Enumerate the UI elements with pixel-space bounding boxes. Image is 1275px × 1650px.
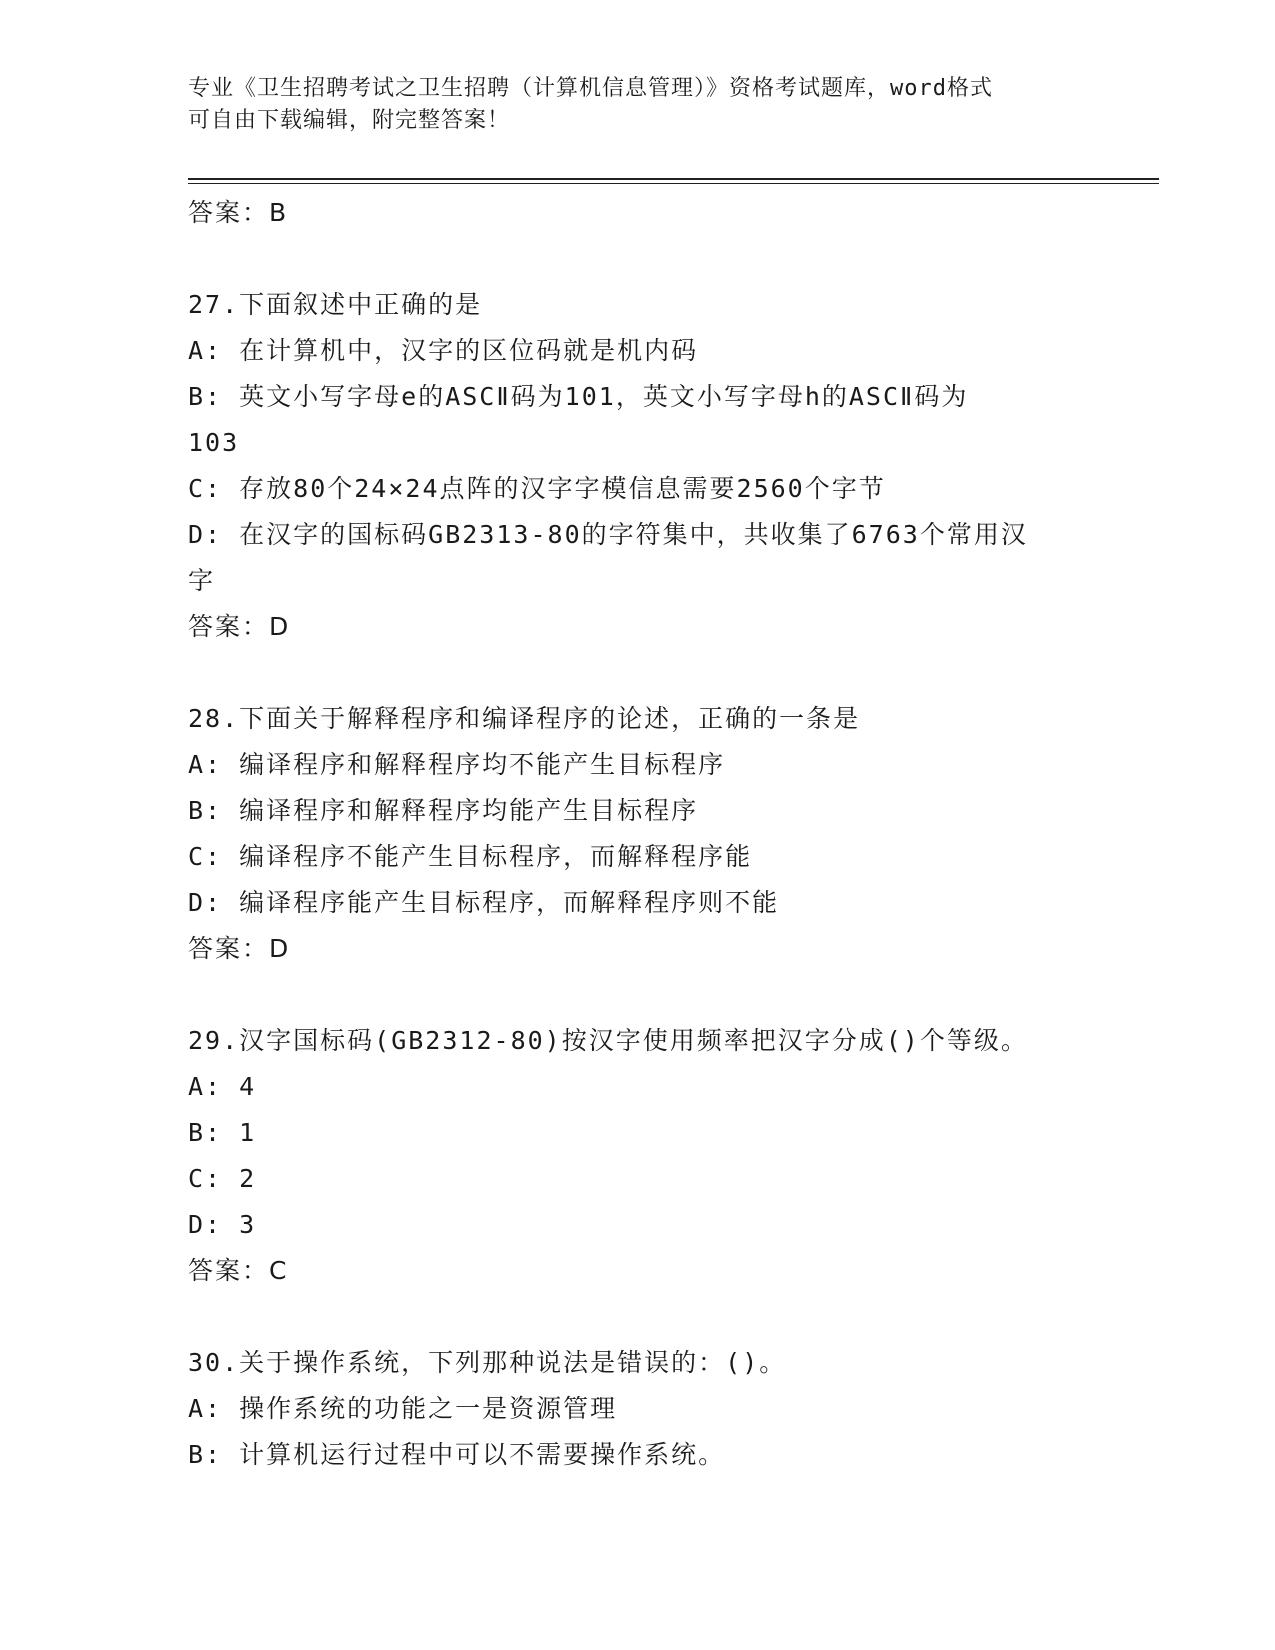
option-a: A: 操作系统的功能之一是资源管理 xyxy=(188,1394,618,1423)
spacer xyxy=(188,972,1088,1018)
spacer xyxy=(188,650,1088,696)
answer: 答案：C xyxy=(188,1256,289,1285)
answer: 答案：D xyxy=(188,934,291,963)
option-d: D: 编译程序能产生目标程序，而解释程序则不能 xyxy=(188,888,780,917)
question-list xyxy=(188,190,1088,1478)
question-stem: 30.关于操作系统，下列那种说法是错误的：()。 xyxy=(188,1348,787,1377)
option-c: C: 存放80个24×24点阵的汉字字模信息需要2560个字节 xyxy=(188,474,886,503)
answer-previous: 答案：B xyxy=(188,198,289,227)
option-d-continued: 字 xyxy=(188,566,216,595)
option-b: B: 编译程序和解释程序均能产生目标程序 xyxy=(188,796,699,825)
option-b: B: 英文小写字母e的ASCⅡ码为101，英文小写字母h的ASCⅡ码为 xyxy=(188,382,969,411)
option-a: A: 编译程序和解释程序均不能产生目标程序 xyxy=(188,750,726,779)
question-stem: 29.汉字国标码(GB2312-80)按汉字使用频率把汉字分成()个等级。 xyxy=(188,1026,1028,1055)
spacer xyxy=(188,236,1088,282)
question-28 xyxy=(188,696,1088,972)
option-b: B: 计算机运行过程中可以不需要操作系统。 xyxy=(188,1440,726,1469)
header-line-1: 专业《卫生招聘考试之卫生招聘（计算机信息管理）》资格考试题库，word格式 xyxy=(188,76,993,101)
spacer xyxy=(188,1294,1088,1340)
question-30 xyxy=(188,1340,1088,1478)
option-a: A: 在计算机中，汉字的区位码就是机内码 xyxy=(188,336,699,365)
document-header xyxy=(188,73,1088,137)
option-a: A: 4 xyxy=(188,1072,257,1101)
option-b-continued: 103 xyxy=(188,428,240,457)
option-c: C: 编译程序不能产生目标程序，而解释程序能 xyxy=(188,842,753,871)
answer: 答案：D xyxy=(188,612,291,641)
option-d: D: 在汉字的国标码GB2313-80的字符集中，共收集了6763个常用汉 xyxy=(188,520,1028,549)
question-stem: 28.下面关于解释程序和编译程序的论述，正确的一条是 xyxy=(188,704,861,733)
option-d: D: 3 xyxy=(188,1210,257,1239)
question-27 xyxy=(188,282,1088,650)
header-line-2: 可自由下载编辑，附完整答案！ xyxy=(188,108,511,133)
option-b: B: 1 xyxy=(188,1118,257,1147)
header-divider xyxy=(188,178,1159,184)
question-29 xyxy=(188,1018,1088,1294)
option-c: C: 2 xyxy=(188,1164,257,1193)
question-stem: 27.下面叙述中正确的是 xyxy=(188,290,483,319)
